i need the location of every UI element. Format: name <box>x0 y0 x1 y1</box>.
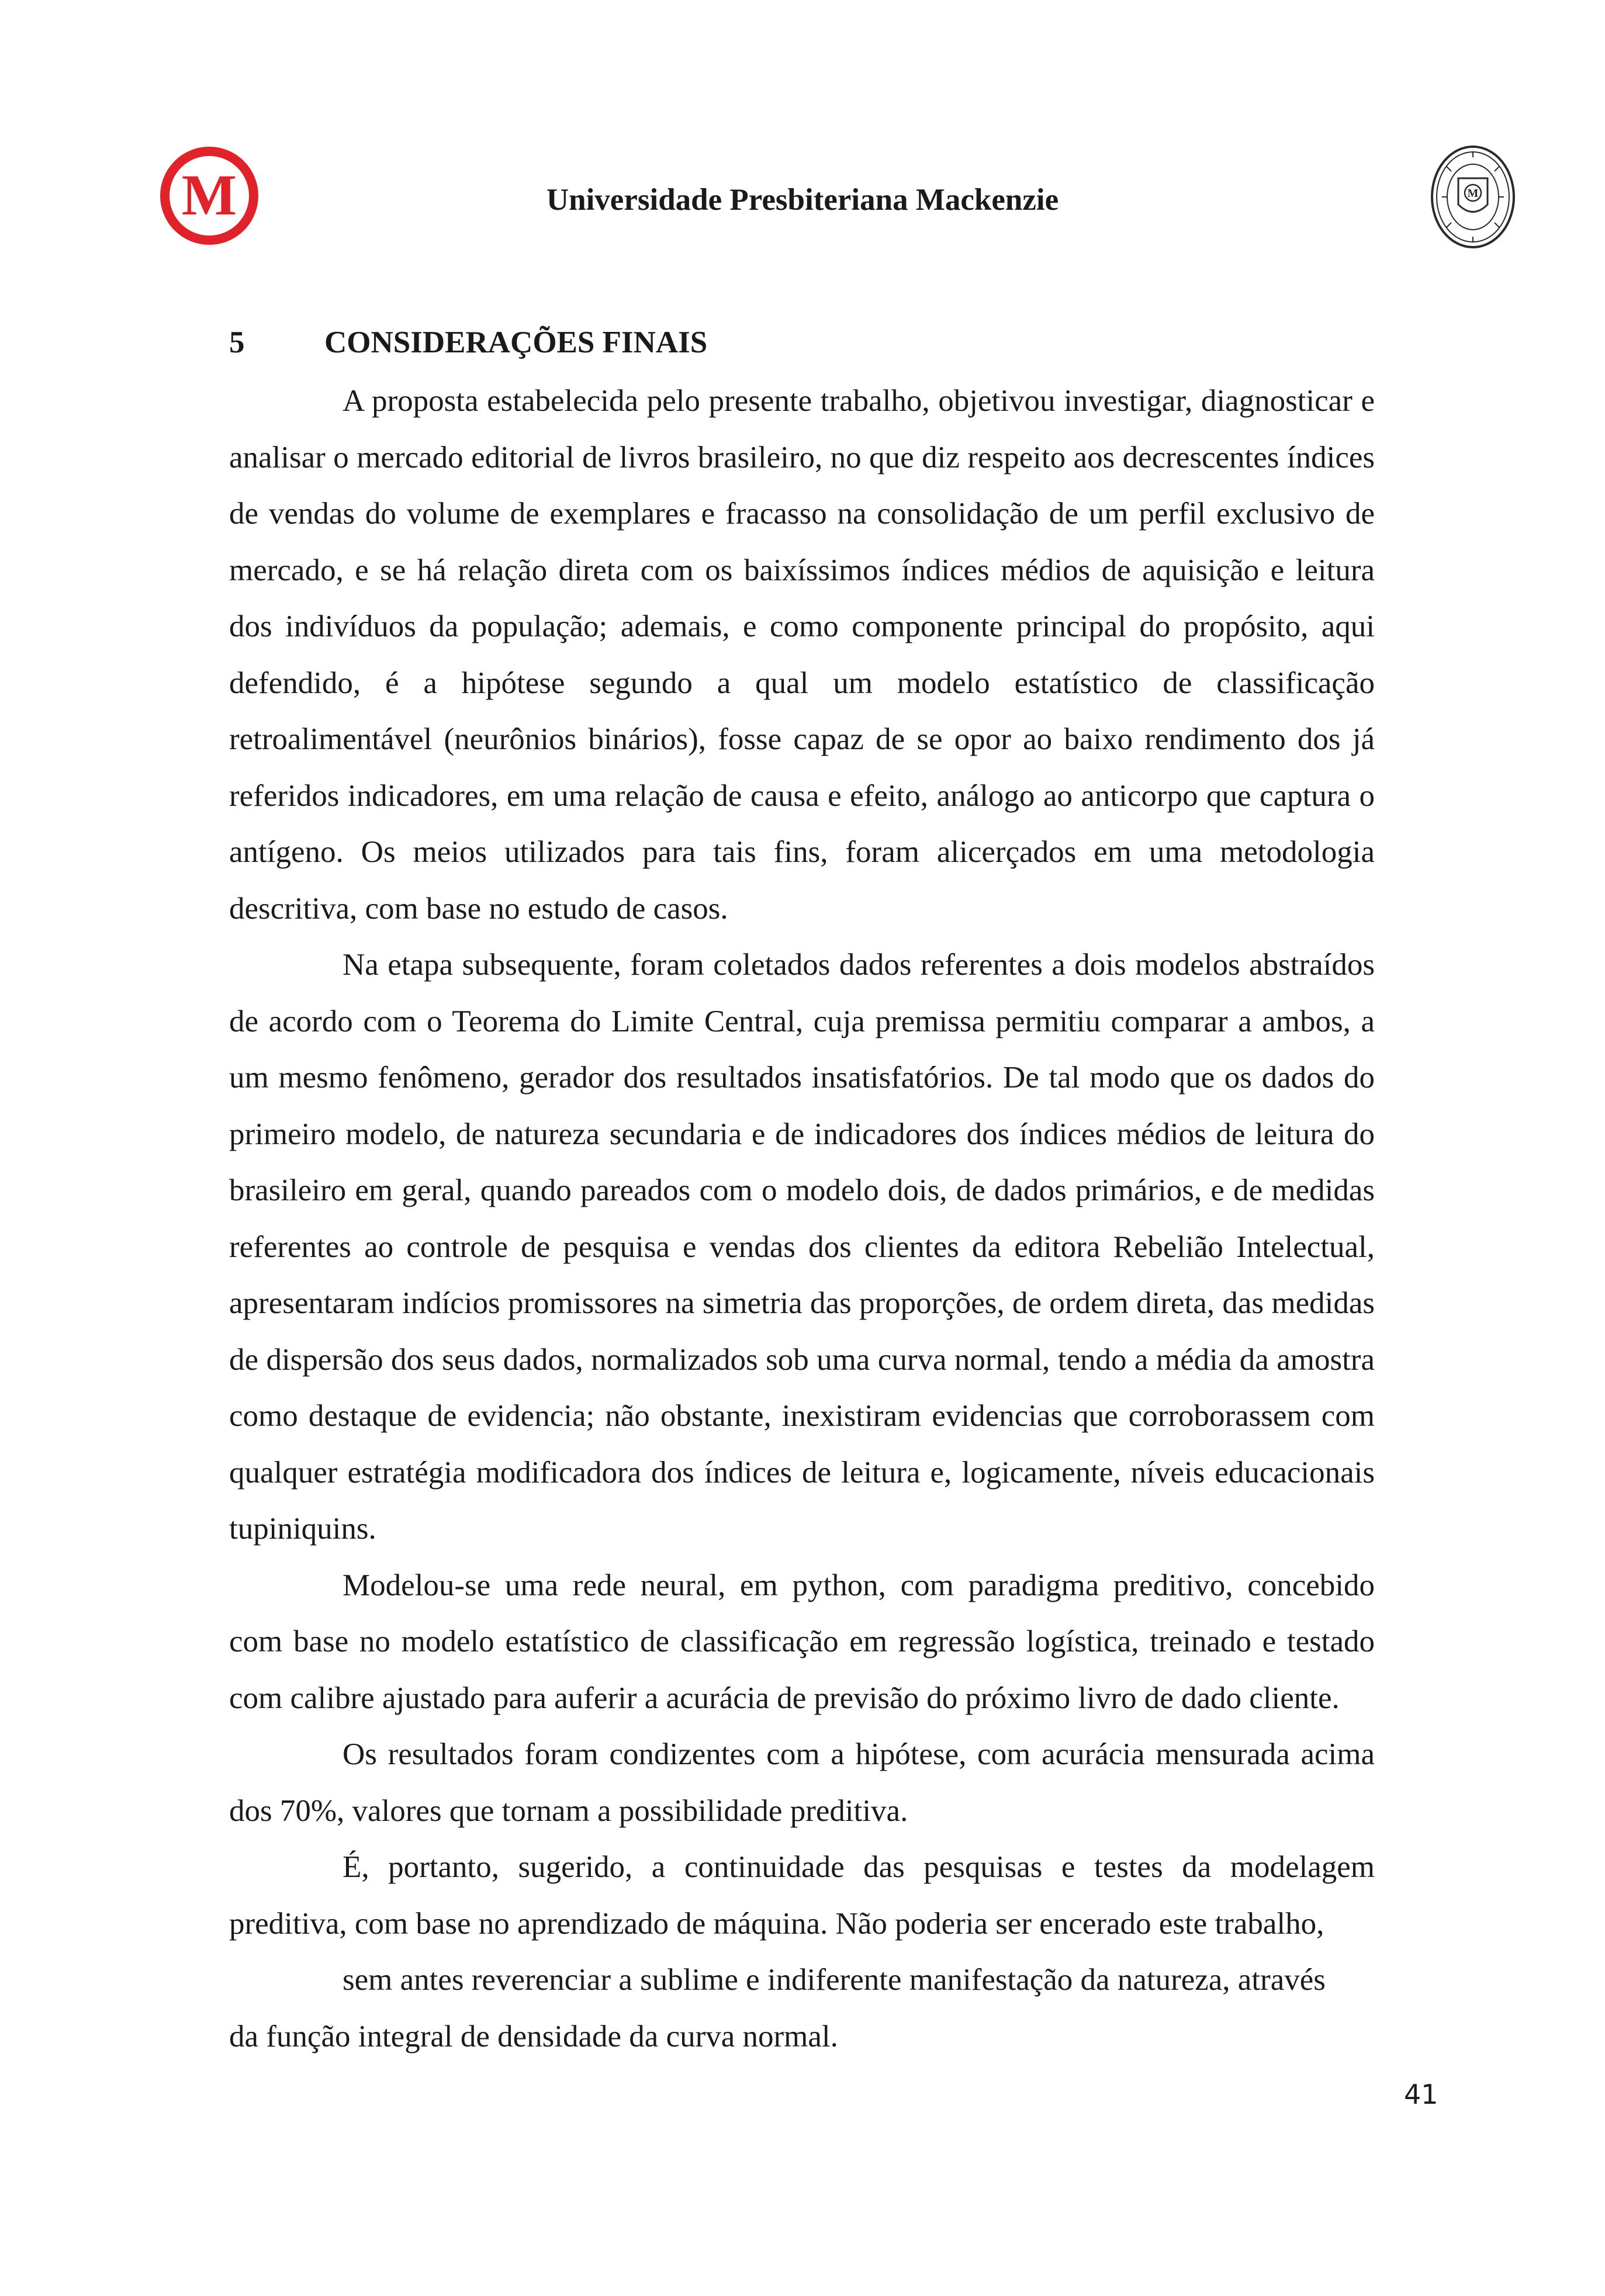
section-heading <box>229 325 707 360</box>
section-title: CONSIDERAÇÕES FINAIS <box>324 325 708 359</box>
paragraph-5: É, portanto, sugerido, a continuidade das pesquisas e testes da modelagem preditiva, com base no aprendizado de máquina. Não poderia ser encerado este trabalho, <box>229 1850 1375 1941</box>
section-number: 5 <box>229 325 245 359</box>
paragraph-1: A proposta estabelecida pelo presente trabalho, objetivou investigar, diagnosticar e analisar o mercado editorial de livros brasileiro, no que diz respeito aos decrescentes índices de vendas do volume de exemplares e fracasso na consolidação de um perfil exclusivo de mercado, e se há relação direta com os baixíssimos índices médios de aquisição e leitura dos indivíduos da população; ademais, e como componente principal do propósito, aqui defendido, é a hipótese segundo a qual um modelo estatístico de classificação retroalimentável (neurônios binários), fosse capaz de se opor ao baixo rendimento dos já referidos indicadores, em uma relação de causa e efeito, análogo ao anticorpo que captura o antígeno. Os meios utilizados para tais fins, foram alicerçados em uma metodologia descritiva, com base no estudo de casos. <box>229 384 1375 926</box>
paragraph-3: Modelou-se uma rede neural, em python, com paradigma preditivo, concebido com base no modelo estatístico de classificação em regressão logística, treinado e testado com calibre ajustado para auferir a acurácia de previsão do próximo livro de dado cliente. <box>229 1568 1375 1715</box>
paragraph-6 <box>229 1952 1375 2065</box>
paragraph-6-line-1: sem antes reverenciar a sublime e indiferente manifestação da natureza, através <box>343 1963 1326 1997</box>
paragraph-2: Na etapa subsequente, foram coletados dados referentes a dois modelos abstraídos de acordo com o Teorema do Limite Central, cuja premissa permitiu comparar a ambos, a um mesmo fenômeno, gerador dos resultados insatisfatórios. De tal modo que os dados do primeiro modelo, de natureza secundaria e de indicadores dos índices médios de leitura do brasileiro em geral, quando pareados com o modelo dois, de dados primários, e de medidas referentes ao controle de pesquisa e vendas dos clientes da editora Rebelião Intelectual, apresentaram indícios promissores na simetria das proporções, de ordem direta, das medidas de dispersão dos seus dados, normalizados sob uma curva normal, tendo a média da amostra como destaque de evidencia; não obstante, inexistiram evidencias que corroborassem com qualquer estratégia modificadora dos índices de leitura e, logicamente, níveis educacionais tupiniquins. <box>229 948 1375 1546</box>
paragraph-6-line-2: da função integral de densidade da curva normal. <box>229 2019 838 2053</box>
university-name: Universidade Presbiteriana Mackenzie <box>546 183 1059 217</box>
page-number: 41 <box>1404 2079 1438 2110</box>
university-seal-icon <box>1429 143 1517 251</box>
body-text <box>229 373 1375 2065</box>
logo-letter: M <box>181 162 237 227</box>
seal-letter: M <box>1467 187 1479 200</box>
paragraph-4: Os resultados foram condizentes com a hipótese, com acurácia mensurada acima dos 70%, valores que tornam a possibilidade preditiva. <box>229 1737 1375 1828</box>
